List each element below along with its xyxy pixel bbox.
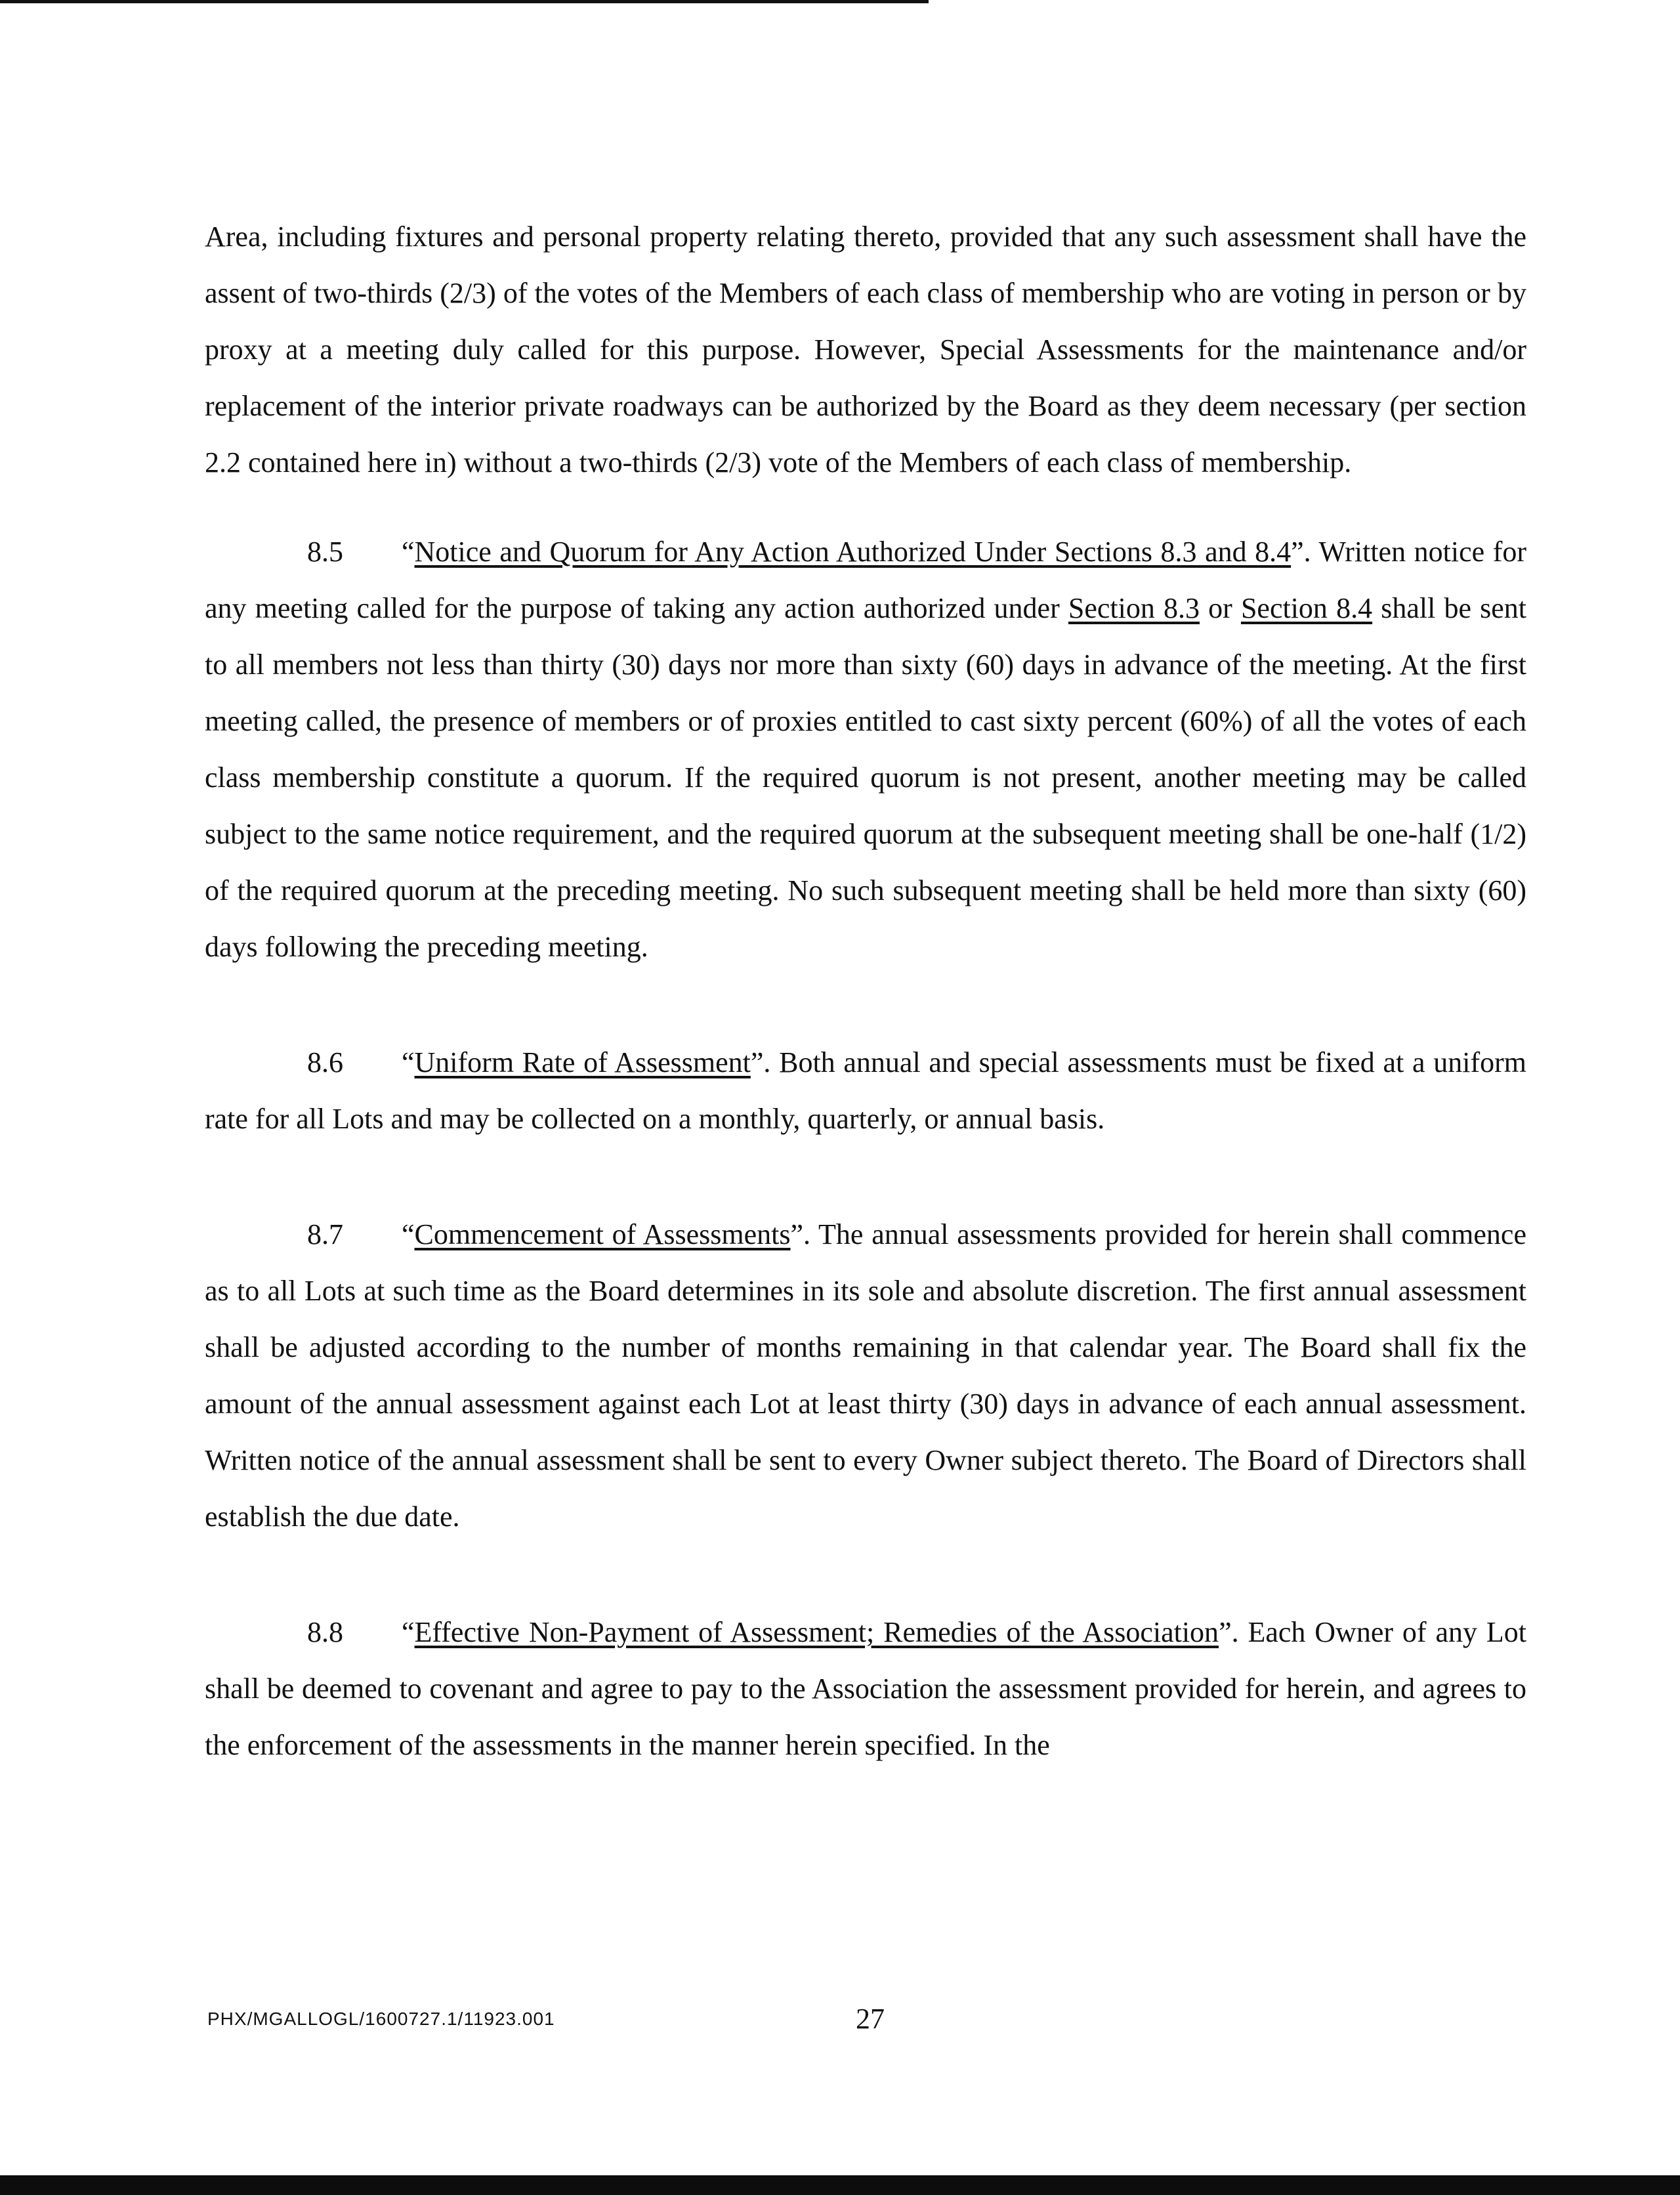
section-title: Uniform Rate of Assessment bbox=[414, 1046, 751, 1078]
section-body: Each Owner of any Lot shall be deemed to covenant and agree to pay to the Association the assessment provided for herein, and agrees to the enforcement of the assessments in the manner herein specified. In the bbox=[205, 1616, 1526, 1761]
section-number: 8.8 bbox=[307, 1616, 343, 1648]
document-id: PHX/MGALLOGL/1600727.1/11923.001 bbox=[207, 2009, 555, 2029]
close-quote: ”. bbox=[750, 1046, 771, 1078]
intro-paragraph: Area, including fixtures and personal property relating thereto, provided that any such assessment shall have the assent of two-thirds (2/3) of the votes of the Members of each class of membership who are voting in person or by proxy at a meeting duly called for this purpose. However, Special Assessments for the maintenance and/or replacement of the interior private roadways can be authorized by the Board as they deem necessary (per section 2.2 contained here in) without a two-thirds (2/3) vote of the Members of each class of membership. bbox=[205, 221, 1526, 479]
scan-edge-top bbox=[0, 0, 929, 3]
section-8-8 bbox=[205, 1604, 1526, 1774]
close-quote: ”. bbox=[1291, 536, 1311, 568]
section-reference-8-3: Section 8.3 bbox=[1068, 592, 1200, 624]
section-8-7 bbox=[205, 1206, 1526, 1545]
section-title: Notice and Quorum for Any Action Authorized Under Sections 8.3 and 8.4 bbox=[414, 536, 1292, 568]
section-title: Commencement of Assessments bbox=[414, 1218, 791, 1250]
page-footer bbox=[207, 2002, 1526, 2041]
page-number: 27 bbox=[856, 2003, 885, 2035]
section-reference-8-4: Section 8.4 bbox=[1240, 592, 1373, 624]
open-quote: “ bbox=[402, 1046, 415, 1078]
document-body bbox=[205, 209, 1526, 1774]
section-8-6 bbox=[205, 1034, 1526, 1147]
section-number: 8.6 bbox=[307, 1046, 343, 1078]
section-body-part: or bbox=[1200, 592, 1241, 624]
open-quote: “ bbox=[402, 1616, 415, 1648]
section-body-part: Written notice for any meeting called for the purpose of taking any action authorized under bbox=[205, 536, 1526, 624]
open-quote: “ bbox=[402, 1218, 415, 1250]
close-quote: ”. bbox=[790, 1218, 811, 1250]
section-body-part: shall be sent to all members not less than thirty (30) days nor more than sixty (60) days in advance of the meeting. At the first meeting called, the presence of members or of proxies entitled to cast sixty percent (60%) of all the votes of each class membership constitute a quorum. If the required quorum is not present, another meeting may be called subject to the same notice requirement, and the required quorum at the subsequent meeting shall be one-half (1/2) of the required quorum at the preceding meeting. No such subsequent meeting shall be held more than sixty (60) days following the preceding meeting. bbox=[205, 592, 1527, 963]
section-8-5 bbox=[205, 524, 1526, 975]
open-quote: “ bbox=[402, 536, 415, 568]
scan-edge-bottom bbox=[0, 2175, 1680, 2195]
section-title: Effective Non-Payment of Assessment; Remedies of the Association bbox=[414, 1616, 1219, 1648]
section-body: Both annual and special assessments must be fixed at a uniform rate for all Lots and may be collected on a monthly, quarterly, or annual basis. bbox=[205, 1046, 1526, 1135]
close-quote: ”. bbox=[1219, 1616, 1239, 1648]
section-number: 8.5 bbox=[307, 536, 343, 568]
section-body: The annual assessments provided for herein shall commence as to all Lots at such time as the Board determines in its sole and absolute discretion. The first annual assessment shall be adjusted according to the number of months remaining in that calendar year. The Board shall fix the amount of the annual assessment against each Lot at least thirty (30) days in advance of each annual assessment. Written notice of the annual assessment shall be sent to every Owner subject thereto. The Board of Directors shall establish the due date. bbox=[205, 1218, 1526, 1533]
section-number: 8.7 bbox=[307, 1218, 343, 1250]
